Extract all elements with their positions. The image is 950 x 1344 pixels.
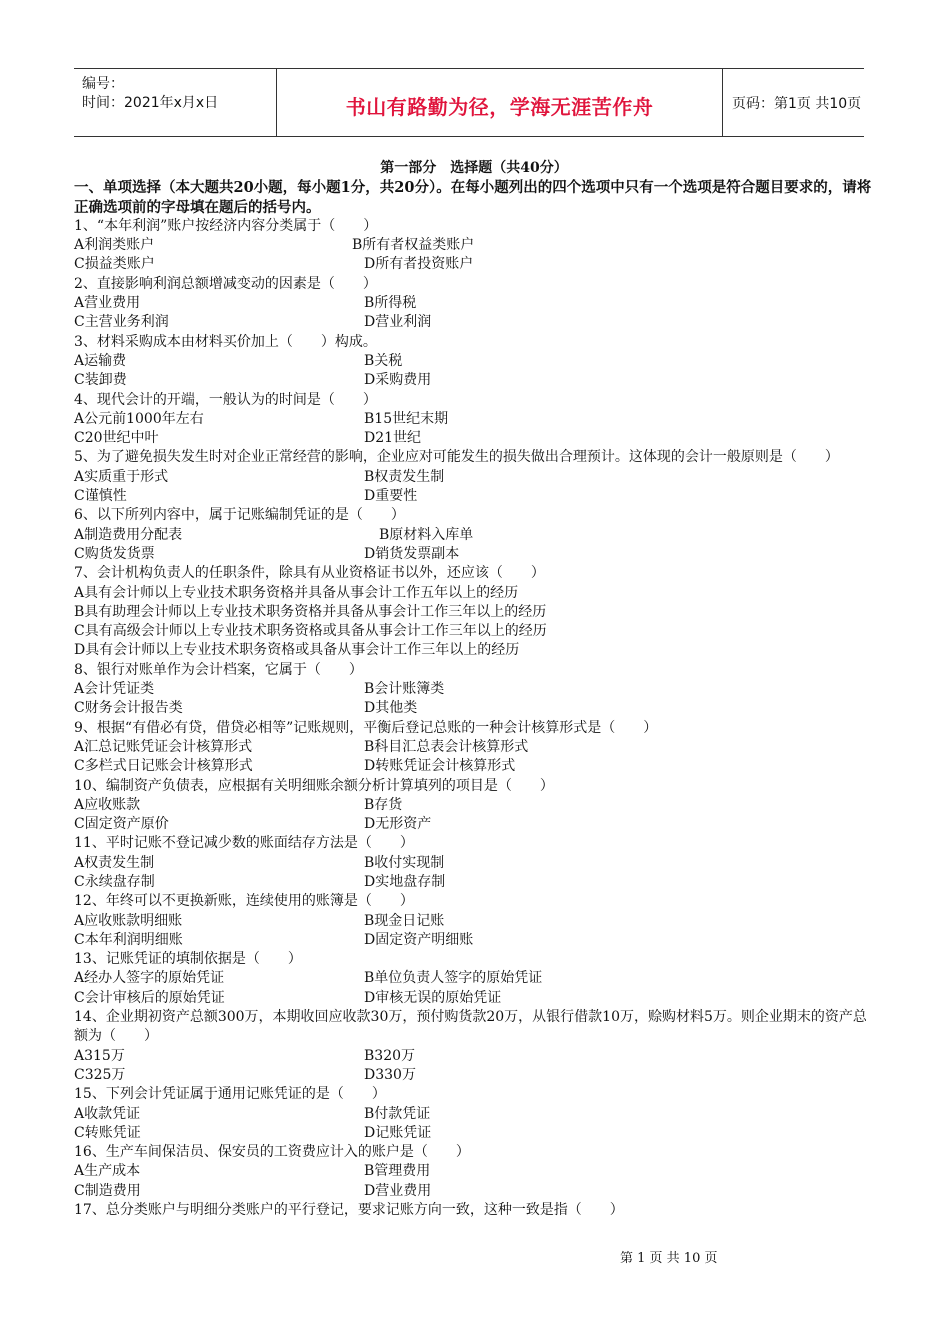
- option-d: D转账凭证会计核算形式: [364, 758, 516, 775]
- option-b: B15世纪末期: [364, 410, 449, 427]
- option-full: A具有会计师以上专业技术职务资格并具备从事会计工作五年以上的经历: [74, 584, 519, 601]
- option-d: D记账凭证: [364, 1124, 432, 1141]
- option-b: B会计账簿类: [364, 681, 445, 698]
- option-d: D21世纪: [364, 430, 422, 447]
- option-d: D审核无误的原始凭证: [364, 989, 502, 1006]
- question-stem: 10、编制资产负债表，应根据有关明细账余额分析计算填列的项目是（ ）: [74, 777, 554, 794]
- option-d: D采购费用: [364, 372, 432, 389]
- option-row: [74, 352, 874, 371]
- option-a: A运输费: [74, 352, 127, 369]
- option-d: D固定资产明细账: [364, 931, 474, 948]
- option-row: [74, 873, 874, 892]
- option-b: B关税: [364, 352, 403, 369]
- option-a: A汇总记账凭证会计核算形式: [74, 738, 253, 755]
- number-label: 编号：: [82, 76, 124, 92]
- motto: 书山有路勤为径，学海无涯苦作舟: [345, 95, 654, 119]
- question-stem: 5、为了避免损失发生时对企业正常经营的影响，企业应对可能发生的损失做出合理预计。这体现的会计一般原则是（ ）: [74, 449, 839, 466]
- option-d: D330万: [364, 1066, 416, 1083]
- option-c: C装卸费: [74, 372, 127, 389]
- option-row: [74, 969, 874, 988]
- option-b: B现金日记账: [364, 912, 445, 929]
- option-row: [74, 854, 874, 873]
- question-list: [74, 217, 874, 1220]
- option-row: [74, 1182, 874, 1201]
- option-full: B具有助理会计师以上专业技术职务资格并具备从事会计工作三年以上的经历: [74, 603, 547, 620]
- option-a: A权责发生制: [74, 854, 155, 871]
- option-row: [74, 1105, 874, 1124]
- option-b: B原材料入库单: [379, 526, 474, 543]
- option-row: [74, 912, 874, 931]
- question-stem: 8、银行对账单作为会计档案，它属于（ ）: [74, 661, 363, 678]
- option-row: [74, 236, 874, 255]
- question-stem: 15、下列会计凭证属于通用记账凭证的是（ ）: [74, 1086, 386, 1103]
- option-row: [74, 545, 874, 564]
- option-a: A经办人签字的原始凭证: [74, 970, 225, 987]
- option-b: B科目汇总表会计核算形式: [364, 738, 529, 755]
- option-a: A应收账款: [74, 796, 141, 813]
- section-heading: 一、单项选择（本大题共20小题，每小题1分，共20分）。在每小题列出的四个选项中只有一个选项是符合题目要求的，请将正确选项前的字母填在题后的括号内。: [74, 179, 872, 216]
- option-d: D营业费用: [364, 1182, 432, 1199]
- option-d: D销货发票副本: [364, 545, 460, 562]
- option-c: C会计审核后的原始凭证: [74, 989, 225, 1006]
- option-c: C损益类账户: [74, 256, 155, 273]
- option-b: B权责发生制: [364, 468, 445, 485]
- option-a: A会计凭证类: [74, 681, 155, 698]
- option-d: D所有者投资账户: [364, 256, 474, 273]
- option-row: [74, 815, 874, 834]
- option-row: [74, 757, 874, 776]
- option-c: C固定资产原价: [74, 816, 169, 833]
- option-row: [74, 796, 874, 815]
- page-header: [74, 68, 864, 137]
- option-b: B单位负责人签字的原始凭证: [364, 970, 543, 987]
- option-c: C主营业务利润: [74, 314, 169, 331]
- question-stem: 3、材料采购成本由材料买价加上（ ）构成。: [74, 333, 377, 350]
- question-stem: 13、记账凭证的填制依据是（ ）: [74, 951, 302, 968]
- option-full: C具有高级会计师以上专业技术职务资格或具备从事会计工作三年以上的经历: [74, 623, 547, 640]
- option-b: B收付实现制: [364, 854, 445, 871]
- question-stem: 14、企业期初资产总额300万，本期收回应收款30万，预付购货款20万，从银行借款10万，赊购材料5万。则企业期末的资产总额为（ ）: [74, 1009, 867, 1045]
- option-c: C财务会计报告类: [74, 700, 183, 717]
- option-a: A实质重于形式: [74, 468, 169, 485]
- option-row: [74, 1162, 874, 1181]
- option-row: [74, 429, 874, 448]
- option-d: D其他类: [364, 700, 418, 717]
- option-a: A利润类账户: [74, 237, 155, 254]
- option-c: C购货发货票: [74, 545, 155, 562]
- page-footer: 第 1 页 共 10 页: [620, 1251, 718, 1266]
- option-row: [74, 255, 874, 274]
- option-c: C转账凭证: [74, 1124, 141, 1141]
- question-stem: 12、年终可以不更换新账，连续使用的账簿是（ ）: [74, 893, 414, 910]
- option-a: A营业费用: [74, 295, 141, 312]
- option-a: A公元前1000年左右: [74, 410, 204, 427]
- option-c: C20世纪中叶: [74, 430, 159, 447]
- option-b: B所得税: [364, 295, 417, 312]
- option-row: [74, 1066, 874, 1085]
- option-row: [74, 294, 874, 313]
- option-full: D具有会计师以上专业技术职务资格或具备从事会计工作三年以上的经历: [74, 642, 520, 659]
- option-d: D无形资产: [364, 816, 432, 833]
- option-row: [74, 931, 874, 950]
- option-b: B320万: [364, 1047, 416, 1064]
- option-row: [74, 487, 874, 506]
- question-stem: 7、会计机构负责人的任职条件，除具有从业资格证书以外，还应该（ ）: [74, 565, 545, 582]
- option-row: [74, 1124, 874, 1143]
- option-row: [74, 313, 874, 332]
- time-label: 时间：2021年x月x日: [82, 95, 219, 111]
- option-a: A制造费用分配表: [74, 526, 183, 543]
- option-row: [74, 410, 874, 429]
- option-b: B付款凭证: [364, 1105, 431, 1122]
- option-d: D营业利润: [364, 314, 432, 331]
- header-right-cell: [722, 69, 864, 136]
- option-d: D重要性: [364, 488, 418, 505]
- question-stem: 1、“本年利润”账户按经济内容分类属于（ ）: [74, 217, 378, 234]
- question-stem: 17、总分类账户与明细分类账户的平行登记，要求记账方向一致，这种一致是指（ ）: [74, 1202, 624, 1219]
- option-b: B管理费用: [364, 1163, 431, 1180]
- question-stem: 11、平时记账不登记减少数的账面结存方法是（ ）: [74, 835, 414, 852]
- option-c: C多栏式日记账会计核算形式: [74, 758, 253, 775]
- option-row: [74, 1047, 874, 1066]
- header-left-cell: [74, 69, 276, 136]
- option-row: [74, 468, 874, 487]
- option-d: D实地盘存制: [364, 873, 446, 890]
- option-a: A生产成本: [74, 1163, 141, 1180]
- option-row: [74, 738, 874, 757]
- option-b: B存货: [364, 796, 403, 813]
- page-code: 页码：第1页 共10页: [732, 96, 862, 112]
- option-row: [74, 989, 874, 1008]
- option-a: A收款凭证: [74, 1105, 141, 1122]
- option-row: [74, 699, 874, 718]
- part-title: 第一部分 选择题（共40分）: [380, 160, 568, 176]
- question-stem: 4、现代会计的开端，一般认为的时间是（ ）: [74, 391, 377, 408]
- option-row: [74, 680, 874, 699]
- document-body: [74, 159, 874, 1220]
- option-c: C谨慎性: [74, 488, 127, 505]
- option-c: C325万: [74, 1066, 126, 1083]
- option-a: A315万: [74, 1047, 125, 1064]
- header-motto-cell: [276, 69, 723, 136]
- option-row: [74, 371, 874, 390]
- option-b: B所有者权益类账户: [352, 237, 475, 254]
- option-c: C制造费用: [74, 1182, 141, 1199]
- option-c: C本年利润明细账: [74, 931, 183, 948]
- question-stem: 6、以下所列内容中，属于记账编制凭证的是（ ）: [74, 507, 405, 524]
- question-stem: 9、根据“有借必有贷，借贷必相等”记账规则，平衡后登记总账的一种会计核算形式是（ ）: [74, 719, 658, 736]
- question-stem: 2、直接影响利润总额增减变动的因素是（ ）: [74, 275, 377, 292]
- question-stem: 16、生产车间保洁员、保安员的工资费应计入的账户是（ ）: [74, 1144, 470, 1161]
- option-c: C永续盘存制: [74, 873, 155, 890]
- option-row: [74, 526, 874, 545]
- option-a: A应收账款明细账: [74, 912, 183, 929]
